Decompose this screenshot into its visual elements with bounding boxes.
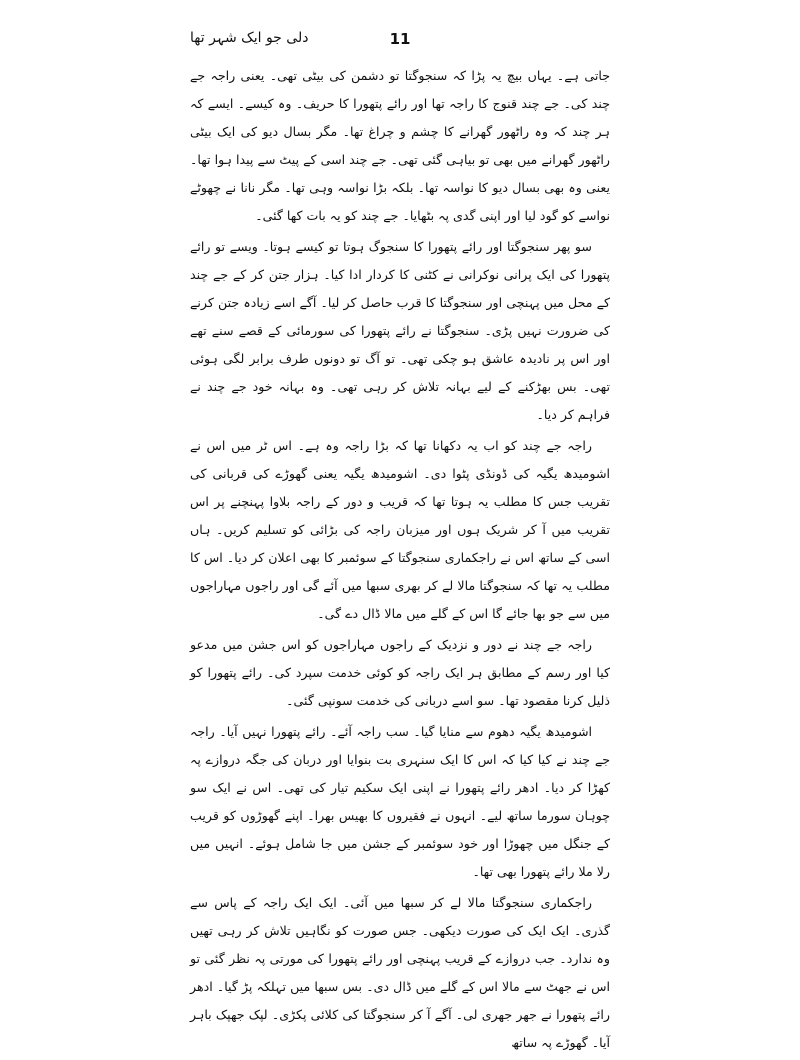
page-number: 11 [389,30,411,48]
book-title: دلی جو ایک شہر تھا [190,30,309,46]
paragraph: راجہ جے چند نے دور و نزدیک کے راجوں مہاراجوں کو اس جشن میں مدعو کیا اور رسم کے مطابق ہر ایک راجہ کو کوئی خدمت سپرد کی۔ رائے پتھورا کو ذلیل کرنا مقصود تھا۔ سو اسے دربانی کی خدمت سونپی گئی۔ [190,637,610,708]
paragraph: راجکماری سنجوگتا مالا لے کر سبھا میں آئی۔ ایک ایک راجہ کے پاس سے گذری۔ ایک ایک کی صورت دیکھی۔ جس صورت کو نگاہیں تلاش کر رہی تھیں وہ ندارد۔ جب دروازے کے قریب پہنچی اور رائے پتھورا کی مورتی پہ نظر گئی تو اس نے جھٹ سے مالا اس کے گلے میں ڈال دی۔ بس سبھا میں تہلکہ پڑ گیا۔ ادھر رائے پتھورا نے جھر جھری لی۔ آگے آ کر سنجوگتا کی کلائی پکڑی۔ لپک جھپک باہر آیا۔ گھوڑے پہ ساتھ [190,895,610,1050]
running-header [190,26,610,56]
body-text [190,62,610,1060]
paragraph: راجہ جے چند کو اب یہ دکھانا تھا کہ بڑا راجہ وہ ہے۔ اس ٹر میں اس نے اشومیدھ یگیہ کی ڈونڈی پٹوا دی۔ اشومیدھ یگیہ یعنی گھوڑے کی قربانی کی تقریب جس کا مطلب یہ ہوتا تھا کہ قریب و دور کے راجہ بلاوا پہنچنے پر اس تقریب میں آ کر شریک ہوں اور میزبان راجہ کی بڑائی کو تسلیم کریں۔ ہاں اسی کے ساتھ اس نے راجکماری سنجوگتا کے سوئمبر کا بھی اعلان کر دیا۔ اس کا مطلب یہ تھا کہ سنجوگتا مالا لے کر بھری سبھا میں آئے گی اور راجوں مہاراجوں میں سے جو بھا جائے گا اس کے گلے میں مالا ڈال دے گی۔ [190,438,610,621]
paragraph: سو پھر سنجوگتا اور رائے پتھورا کا سنجوگ ہوتا تو کیسے ہوتا۔ ویسے تو رائے پتھورا کی ایک پرانی نوکرانی نے کٹنی کا کردار ادا کیا۔ ہزار جتن کر کے جے چند کے محل میں پہنچی اور سنجوگتا کا قرب حاصل کر لیا۔ آگے اسے زیادہ جتن کرنے کی ضرورت نہیں پڑی۔ سنجوگتا نے رائے پتھورا کی سورمائی کے قصے سنے تھے اور اس پر نادیدہ عاشق ہو چکی تھی۔ تو آگ تو دونوں طرف برابر لگی ہوئی تھی۔ بس بھڑکنے کے لیے بہانہ تلاش کر رہی تھی۔ وہ بہانہ خود جے چند نے فراہم کر دیا۔ [190,239,610,422]
paragraph: اشومیدھ یگیہ دھوم سے منایا گیا۔ سب راجہ آئے۔ رائے پتھورا نہیں آیا۔ راجہ جے چند نے کیا کیا کہ اس کا ایک سنہری بت بنوایا اور دربان کی جگہ دروازے پہ کھڑا کر دیا۔ ادھر رائے پتھورا نے اپنی ایک سکیم تیار کی تھی۔ اس نے ایک سو چوہان سورما ساتھ لیے۔ انہوں نے فقیروں کا بھیس بھرا۔ اپنے گھوڑوں کو قریب کے جنگل میں چھوڑا اور خود سوئمبر کے جشن میں جا شامل ہوئے۔ انہیں میں رلا ملا رائے پتھورا بھی تھا۔ [190,724,610,879]
paragraph: جاتی ہے۔ یہاں بیچ یہ پڑا کہ سنجوگتا تو دشمن کی بیٹی تھی۔ یعنی راجہ جے چند کی۔ جے چند قنوج کا راجہ تھا اور رائے پتھورا کا حریف۔ وہ کیسے۔ ایسے کہ ہر چند کہ وہ راٹھور گھرانے کا چشم و چراغ تھا۔ مگر بسال دیو کی ایک بیٹی راٹھور گھرانے میں بھی تو بیاہی گئی تھی۔ جے چند اسی کے پیٹ سے پیدا ہوا تھا۔ یعنی وہ بھی بسال دیو کا نواسہ تھا۔ بلکہ بڑا نواسہ وہی تھا۔ مگر نانا نے چھوٹے نواسے کو گود لیا اور اپنی گدی پہ بٹھایا۔ جے چند کو یہ بات کھا گئی۔ [190,68,610,223]
